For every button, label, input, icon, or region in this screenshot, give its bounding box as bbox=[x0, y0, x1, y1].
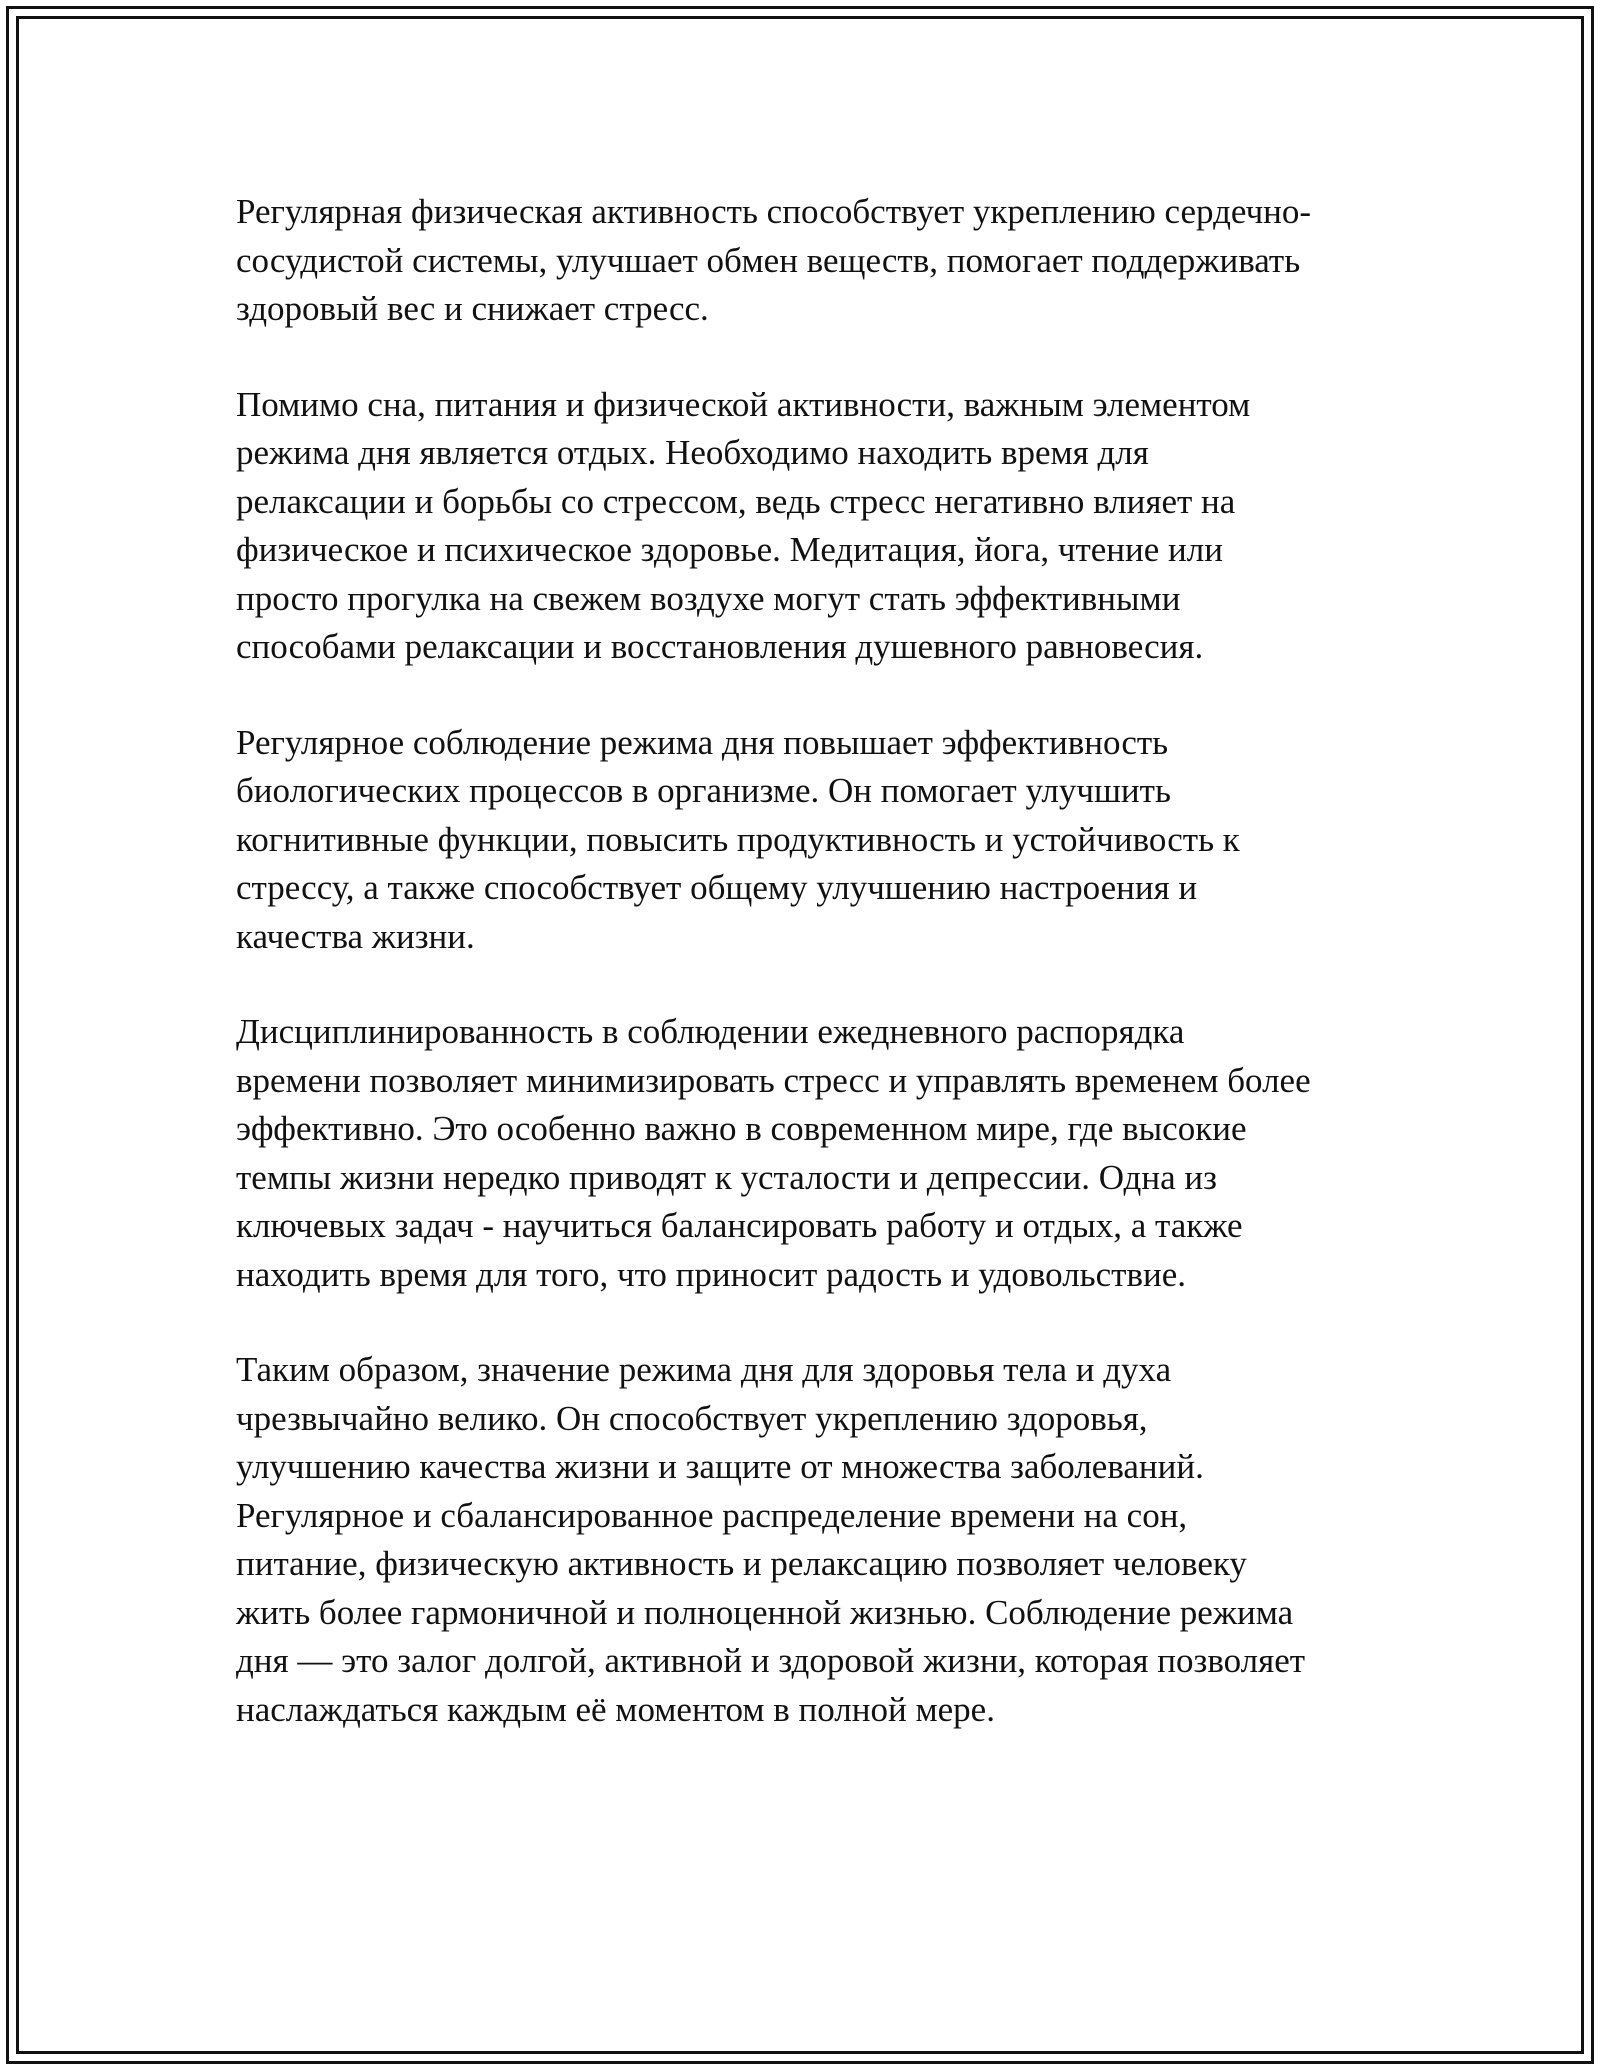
text-line: ключевых задач - научиться балансировать работу и отдых, а также bbox=[236, 1206, 1243, 1245]
text-line: просто прогулка на свежем воздухе могут стать эффективными bbox=[236, 578, 1181, 618]
text-line: режима дня является отдых. Необходимо находить время для bbox=[236, 433, 1149, 472]
text-line: эффективно. Это особенно важно в современном мире, где высокие bbox=[236, 1109, 1247, 1148]
text-line: дня — это залог долгой, активной и здоровой жизни, которая позволяет bbox=[236, 1641, 1306, 1680]
text-line: качества жизни. bbox=[236, 916, 475, 956]
text-line: способами релаксации и восстановления душевного равновесия. bbox=[236, 627, 1204, 666]
text-line: здоровый вес и снижает стресс. bbox=[236, 289, 709, 328]
text-line: улучшению качества жизни и защите от множества заболеваний. bbox=[236, 1447, 1204, 1486]
text-line: Регулярная физическая активность способствует укреплению сердечно- bbox=[236, 192, 1312, 231]
text-line: Таким образом, значение режима дня для здоровья тела и духа bbox=[236, 1350, 1172, 1389]
text-line: биологических процессов в организме. Он помогает улучшить bbox=[236, 771, 1171, 810]
text-line: Помимо сна, питания и физической активности, важным элементом bbox=[236, 384, 1251, 424]
text-line: Дисциплинированность в соблюдении ежедневного распорядка bbox=[236, 1012, 1185, 1051]
text-line: темпы жизни нередко приводят к усталости и депрессии. Одна из bbox=[236, 1157, 1217, 1197]
page-body bbox=[236, 188, 1366, 1781]
text-line: физическое и психическое здоровье. Медитация, йога, чтение или bbox=[236, 530, 1223, 569]
text-line: Регулярное соблюдение режима дня повышает эффективность bbox=[236, 722, 1169, 762]
paragraph-routine-efficiency bbox=[236, 719, 1366, 962]
text-line: релаксации и борьбы со стрессом, ведь стресс негативно влияет на bbox=[236, 481, 1236, 521]
paragraph-discipline bbox=[236, 1008, 1366, 1299]
paragraph-rest bbox=[236, 381, 1366, 672]
paragraph-physical-activity bbox=[236, 188, 1366, 334]
text-line: стрессу, а также способствует общему улучшению настроения и bbox=[236, 868, 1198, 907]
text-line: жить более гармоничной и полноценной жизнью. Соблюдение режима bbox=[236, 1592, 1294, 1632]
text-line: когнитивные функции, повысить продуктивность и устойчивость к bbox=[236, 819, 1240, 859]
text-line: находить время для того, что приносит радость и удовольствие. bbox=[236, 1254, 1186, 1294]
text-line: сосудистой системы, улучшает обмен веществ, помогает поддерживать bbox=[236, 240, 1301, 280]
text-line: наслаждаться каждым её моментом в полной мере. bbox=[236, 1689, 995, 1729]
text-line: Регулярное и сбалансированное распределение времени на сон, bbox=[236, 1495, 1188, 1535]
text-line: времени позволяет минимизировать стресс и управлять временем более bbox=[236, 1060, 1311, 1100]
text-line: питание, физическую активность и релаксацию позволяет человеку bbox=[236, 1544, 1247, 1583]
paragraph-conclusion bbox=[236, 1346, 1366, 1734]
text-line: чрезвычайно велико. Он способствует укреплению здоровья, bbox=[236, 1398, 1148, 1438]
